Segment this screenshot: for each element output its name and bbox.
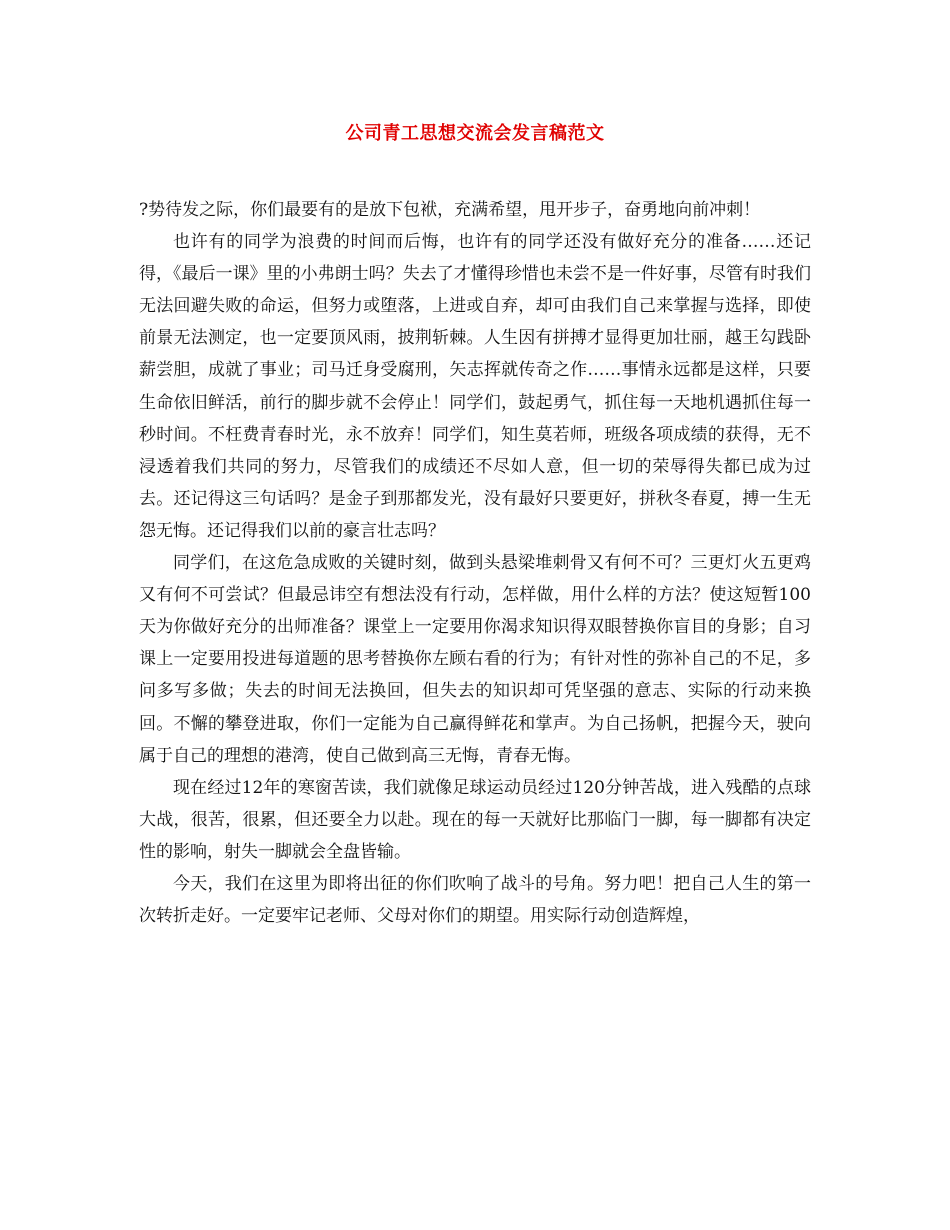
paragraph: ?势待发之际，你们最要有的是放下包袱，充满希望，甩开步子，奋勇地向前冲刺！ [139, 200, 761, 220]
paragraph: 今天，我们在这里为即将出征的你们吹响了战斗的号角。努力吧！把自己人生的第一次转折走好。一定要牢记老师、父母对你们的期望。用实际行动创造辉煌， [139, 873, 811, 927]
paragraph: 也许有的同学为浪费的时间而后悔，也许有的同学还没有做好充分的准备……还记得，《最后一课》里的小弗朗士吗？失去了才懂得珍惜也未尝不是一件好事，尽管有时我们无法回避失败的命运，但努力或堕落，上进或自弃，却可由我们自己来掌握与选择，即使前景无法测定，也一定要顶风雨，披荆斩棘。人生因有拼搏才显得更加壮丽，越王勾践卧薪尝胆，成就了事业；司马迁身受腐刑，矢志挥就传奇之作……事情永远都是这样，只要生命依旧鲜活，前行的脚步就不会停止！同学们，鼓起勇气，抓住每一天地机遇抓住每一秒时间。不枉费青春时光，永不放弃！同学们，知生莫若师，班级各项成绩的获得，无不浸透着我们共同的努力，尽管我们的成绩还不尽如人意，但一切的荣辱得失都已成为过去。还记得这三句话吗？是金子到那都发光，没有最好只要更好，拼秋冬春夏，搏一生无怨无悔。还记得我们以前的豪言壮志吗？ [139, 232, 811, 541]
document-title: 公司青工思想交流会发言稿范文 [345, 123, 605, 144]
paragraph: 同学们，在这危急成败的关键时刻，做到头悬梁堆刺骨又有何不可？三更灯火五更鸡又有何不可尝试？但最忌讳空有想法没有行动，怎样做，用什么样的方法？使这短暂100天为你做好充分的出师准备？课堂上一定要用你渴求知识得双眼替换你盲目的身影；自习课上一定要用投进每道题的思考替换你左顾右看的行为；有针对性的弥补自己的不足，多问多写多做；失去的时间无法换回，但失去的知识却可凭坚强的意志、实际的行动来换回。不懈的攀登进取，你们一定能为自己赢得鲜花和掌声。为自己扬帆，把握今天，驶向属于自己的理想的港湾，使自己做到高三无悔，青春无悔。 [139, 553, 811, 766]
document-body [139, 194, 811, 932]
paragraph: 现在经过12年的寒窗苦读，我们就像足球运动员经过120分钟苦战，进入残酷的点球大战，很苦，很累，但还要全力以赴。现在的每一天就好比那临门一脚，每一脚都有决定性的影响，射失一脚就会全盘皆输。 [139, 777, 811, 862]
